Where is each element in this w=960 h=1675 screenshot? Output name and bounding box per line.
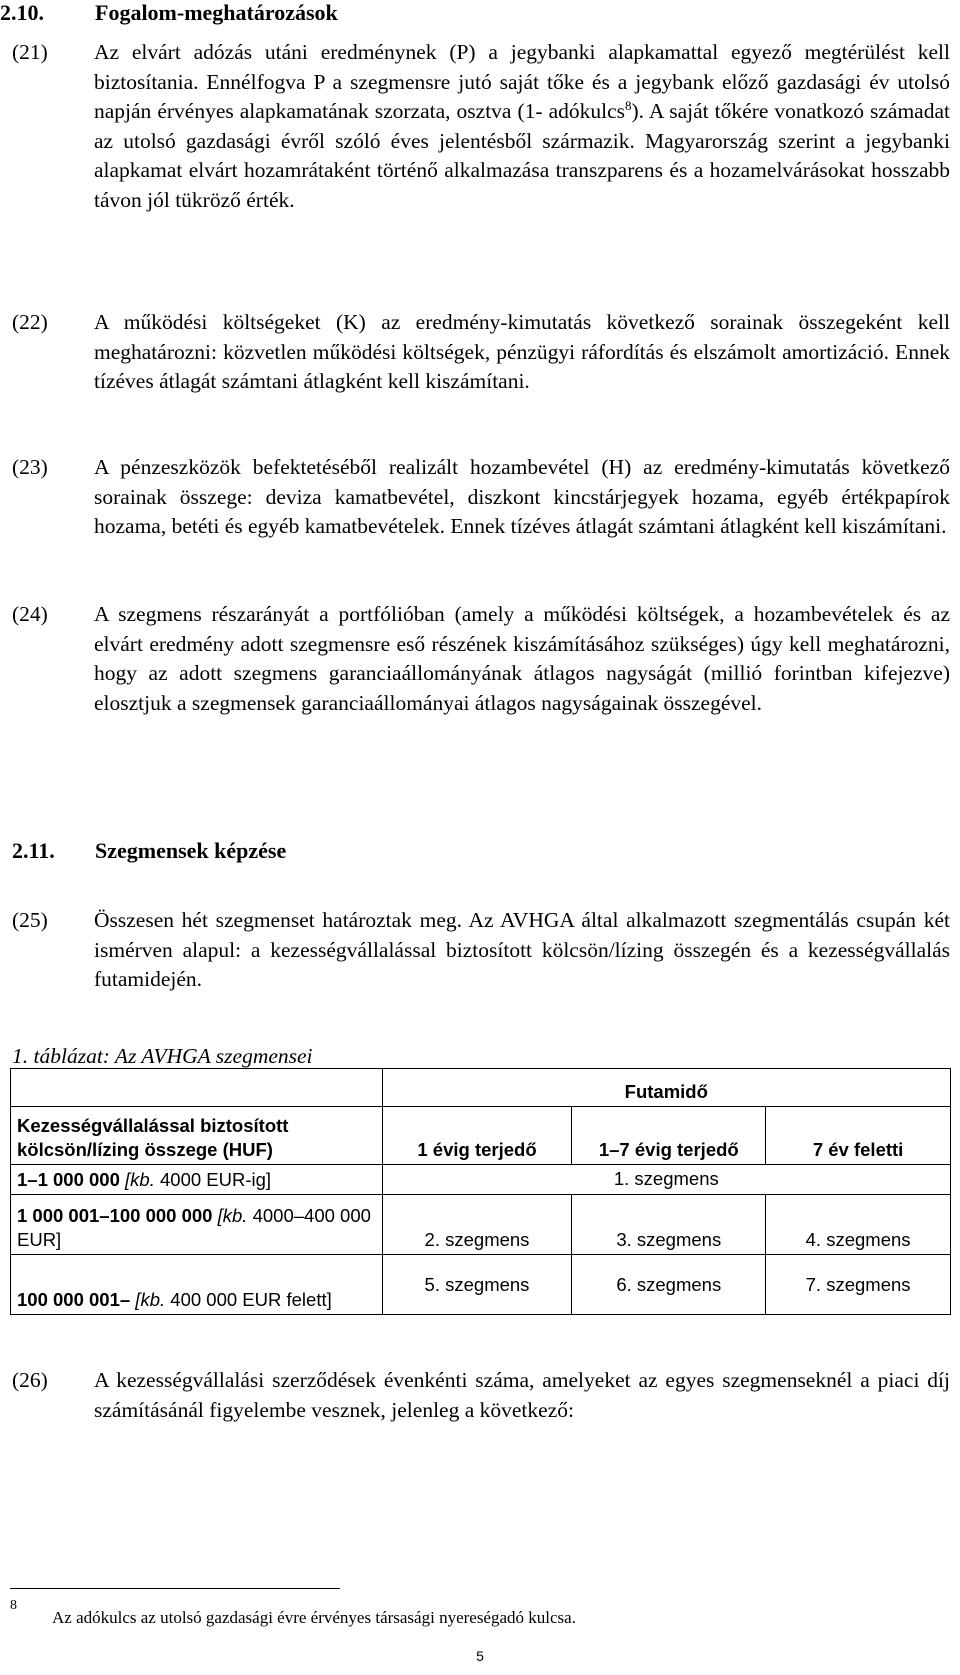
table-row (11, 1069, 951, 1107)
table-row-header (11, 1195, 383, 1255)
paragraph-text: A pénzeszközök befektetéséből realizált hozambevétel (H) az eredmény-kimutatás következő sorainak összege: deviza kamatbevétel, diszkont kincstárjegyek hozama, egyéb értékpapírok hozama, betéti és egyéb kamatbevételek. Ennek tízéves átlagát számtani átlagként kell kiszámítani. (94, 455, 950, 538)
paragraph-body (94, 1366, 950, 1425)
table-cell: 1. szegmens (382, 1165, 950, 1195)
table-cell: 2. szegmens (382, 1195, 572, 1255)
footnote-mark: 8 (10, 1598, 17, 1613)
paragraph-text: A kezességvállalási szerződések évenkénti száma, amelyeket az egyes szegmenseknél a piaci díj számításánál figyelembe vesznek, jelenleg a következő: (94, 1368, 950, 1422)
eur-equivalent: 400 000 EUR felett] (170, 1289, 332, 1310)
approx-label: [kb. (119, 1169, 160, 1190)
paragraph-text: A szegmens részarányát a portfólióban (amely a működési költségek, a hozambevételek és az elvárt eredmény adott szegmensre eső részének kiszámításához szükséges) úgy kell meghatározni, hogy az adott szegmens garanciaállományának átlagos nagyságát (millió forintban kifejezve) elosztjuk a szegmensek garanciaállományai átlagos nagyságainak összegével. (94, 602, 950, 715)
row-header-line: Kezességvállalással biztosított (17, 1115, 289, 1136)
paragraph-26 (12, 1366, 950, 1425)
table-cell: 5. szegmens (382, 1255, 572, 1315)
amount-range: 100 000 001– (17, 1289, 131, 1310)
paragraph-number: (23) (12, 455, 48, 479)
paragraph-number: (26) (12, 1368, 48, 1392)
paragraph-22 (12, 308, 950, 397)
amount-range: 1–1 000 000 (17, 1169, 120, 1190)
paragraph-number: (22) (12, 310, 48, 334)
paragraph-25 (12, 906, 950, 995)
table-row (11, 1195, 951, 1255)
paragraph-number: (24) (12, 602, 48, 626)
table-row (11, 1107, 951, 1165)
paragraph-number: (21) (12, 40, 48, 64)
footnote-text: Az adókulcs az utolsó gazdasági évre érvényes társasági nyereségadó kulcsa. (52, 1608, 576, 1627)
row-header-line: kölcsön/lízing összege (HUF) (17, 1139, 273, 1160)
paragraph-body (94, 600, 950, 718)
paragraph-text: ). A saját tőkére vonatkozó számadat az utolsó gazdasági évről szóló éves jelentésből származik. Magyarország szerint a jegybanki alapkamat elvárt hozamrátaként történő alkalmazása transzparens és a hozamelvárásokat hosszabb távon jól tükröző érték. (94, 99, 950, 212)
table-col-header: 1 évig terjedő (382, 1107, 572, 1165)
section-title: Fogalom-meghatározások (95, 0, 338, 25)
paragraph-body (94, 453, 950, 542)
table-cell: 4. szegmens (766, 1195, 951, 1255)
table-col-header: 7 év feletti (766, 1107, 951, 1165)
footnote-reference[interactable]: 8 (625, 97, 632, 113)
paragraph-number: (25) (12, 908, 48, 932)
table-row-header (11, 1255, 383, 1315)
paragraph-21 (12, 38, 950, 215)
table-row-header (11, 1165, 383, 1195)
footnote-separator (10, 1588, 340, 1589)
paragraph-24 (12, 600, 950, 718)
page-number: 5 (476, 1648, 484, 1664)
table-cell: 6. szegmens (572, 1255, 766, 1315)
section-number: 2.10. (0, 0, 44, 25)
table-cell (11, 1069, 383, 1107)
table-col-header: 1–7 évig terjedő (572, 1107, 766, 1165)
paragraph-body (94, 308, 950, 397)
paragraph-text: Összesen hét szegmenset határoztak meg. Az AVHGA által alkalmazott szegmentálás csupán két ismérven alapul: a kezességvállalással biztosított kölcsön/lízing összegén és a kezességvállalás futamidején. (94, 908, 950, 991)
approx-label: [kb. (130, 1289, 171, 1310)
paragraph-body (94, 38, 950, 215)
table-caption: 1. táblázat: Az AVHGA szegmensei (12, 1044, 313, 1068)
table-row (11, 1165, 951, 1195)
segments-table (10, 1068, 951, 1315)
table-header-futamido: Futamidő (382, 1069, 950, 1107)
table-cell: 3. szegmens (572, 1195, 766, 1255)
eur-equivalent: 4000–400 000 EUR] (17, 1205, 371, 1250)
section-title: Szegmensek képzése (95, 838, 287, 863)
approx-label: [kb. (212, 1205, 253, 1226)
section-number: 2.11. (12, 838, 55, 863)
paragraph-text: Az elvárt adózás utáni eredménynek (P) a jegybanki alapkamattal egyező megtérülést kell biztosítania. Ennélfogva P a szegmensre jutó saját tőke és a jegybank előző gazdasági év utolsó napján érvényes alapkamatának szorzata, osztva (1- adókulcs (94, 40, 950, 123)
table-cell: 7. szegmens (766, 1255, 951, 1315)
eur-equivalent: 4000 EUR-ig] (160, 1169, 272, 1190)
paragraph-23 (12, 453, 950, 542)
table-row (11, 1255, 951, 1315)
paragraph-text: A működési költségeket (K) az eredmény-kimutatás következő sorainak összegeként kell meghatározni: közvetlen működési költségek, pénzügyi ráfordítás és elszámolt amortizáció. Ennek tízéves átlagát számtani átlagként kell kiszámítani. (94, 310, 950, 393)
paragraph-body (94, 906, 950, 995)
table-row-header-label (11, 1107, 383, 1165)
amount-range: 1 000 001–100 000 000 (17, 1205, 213, 1226)
